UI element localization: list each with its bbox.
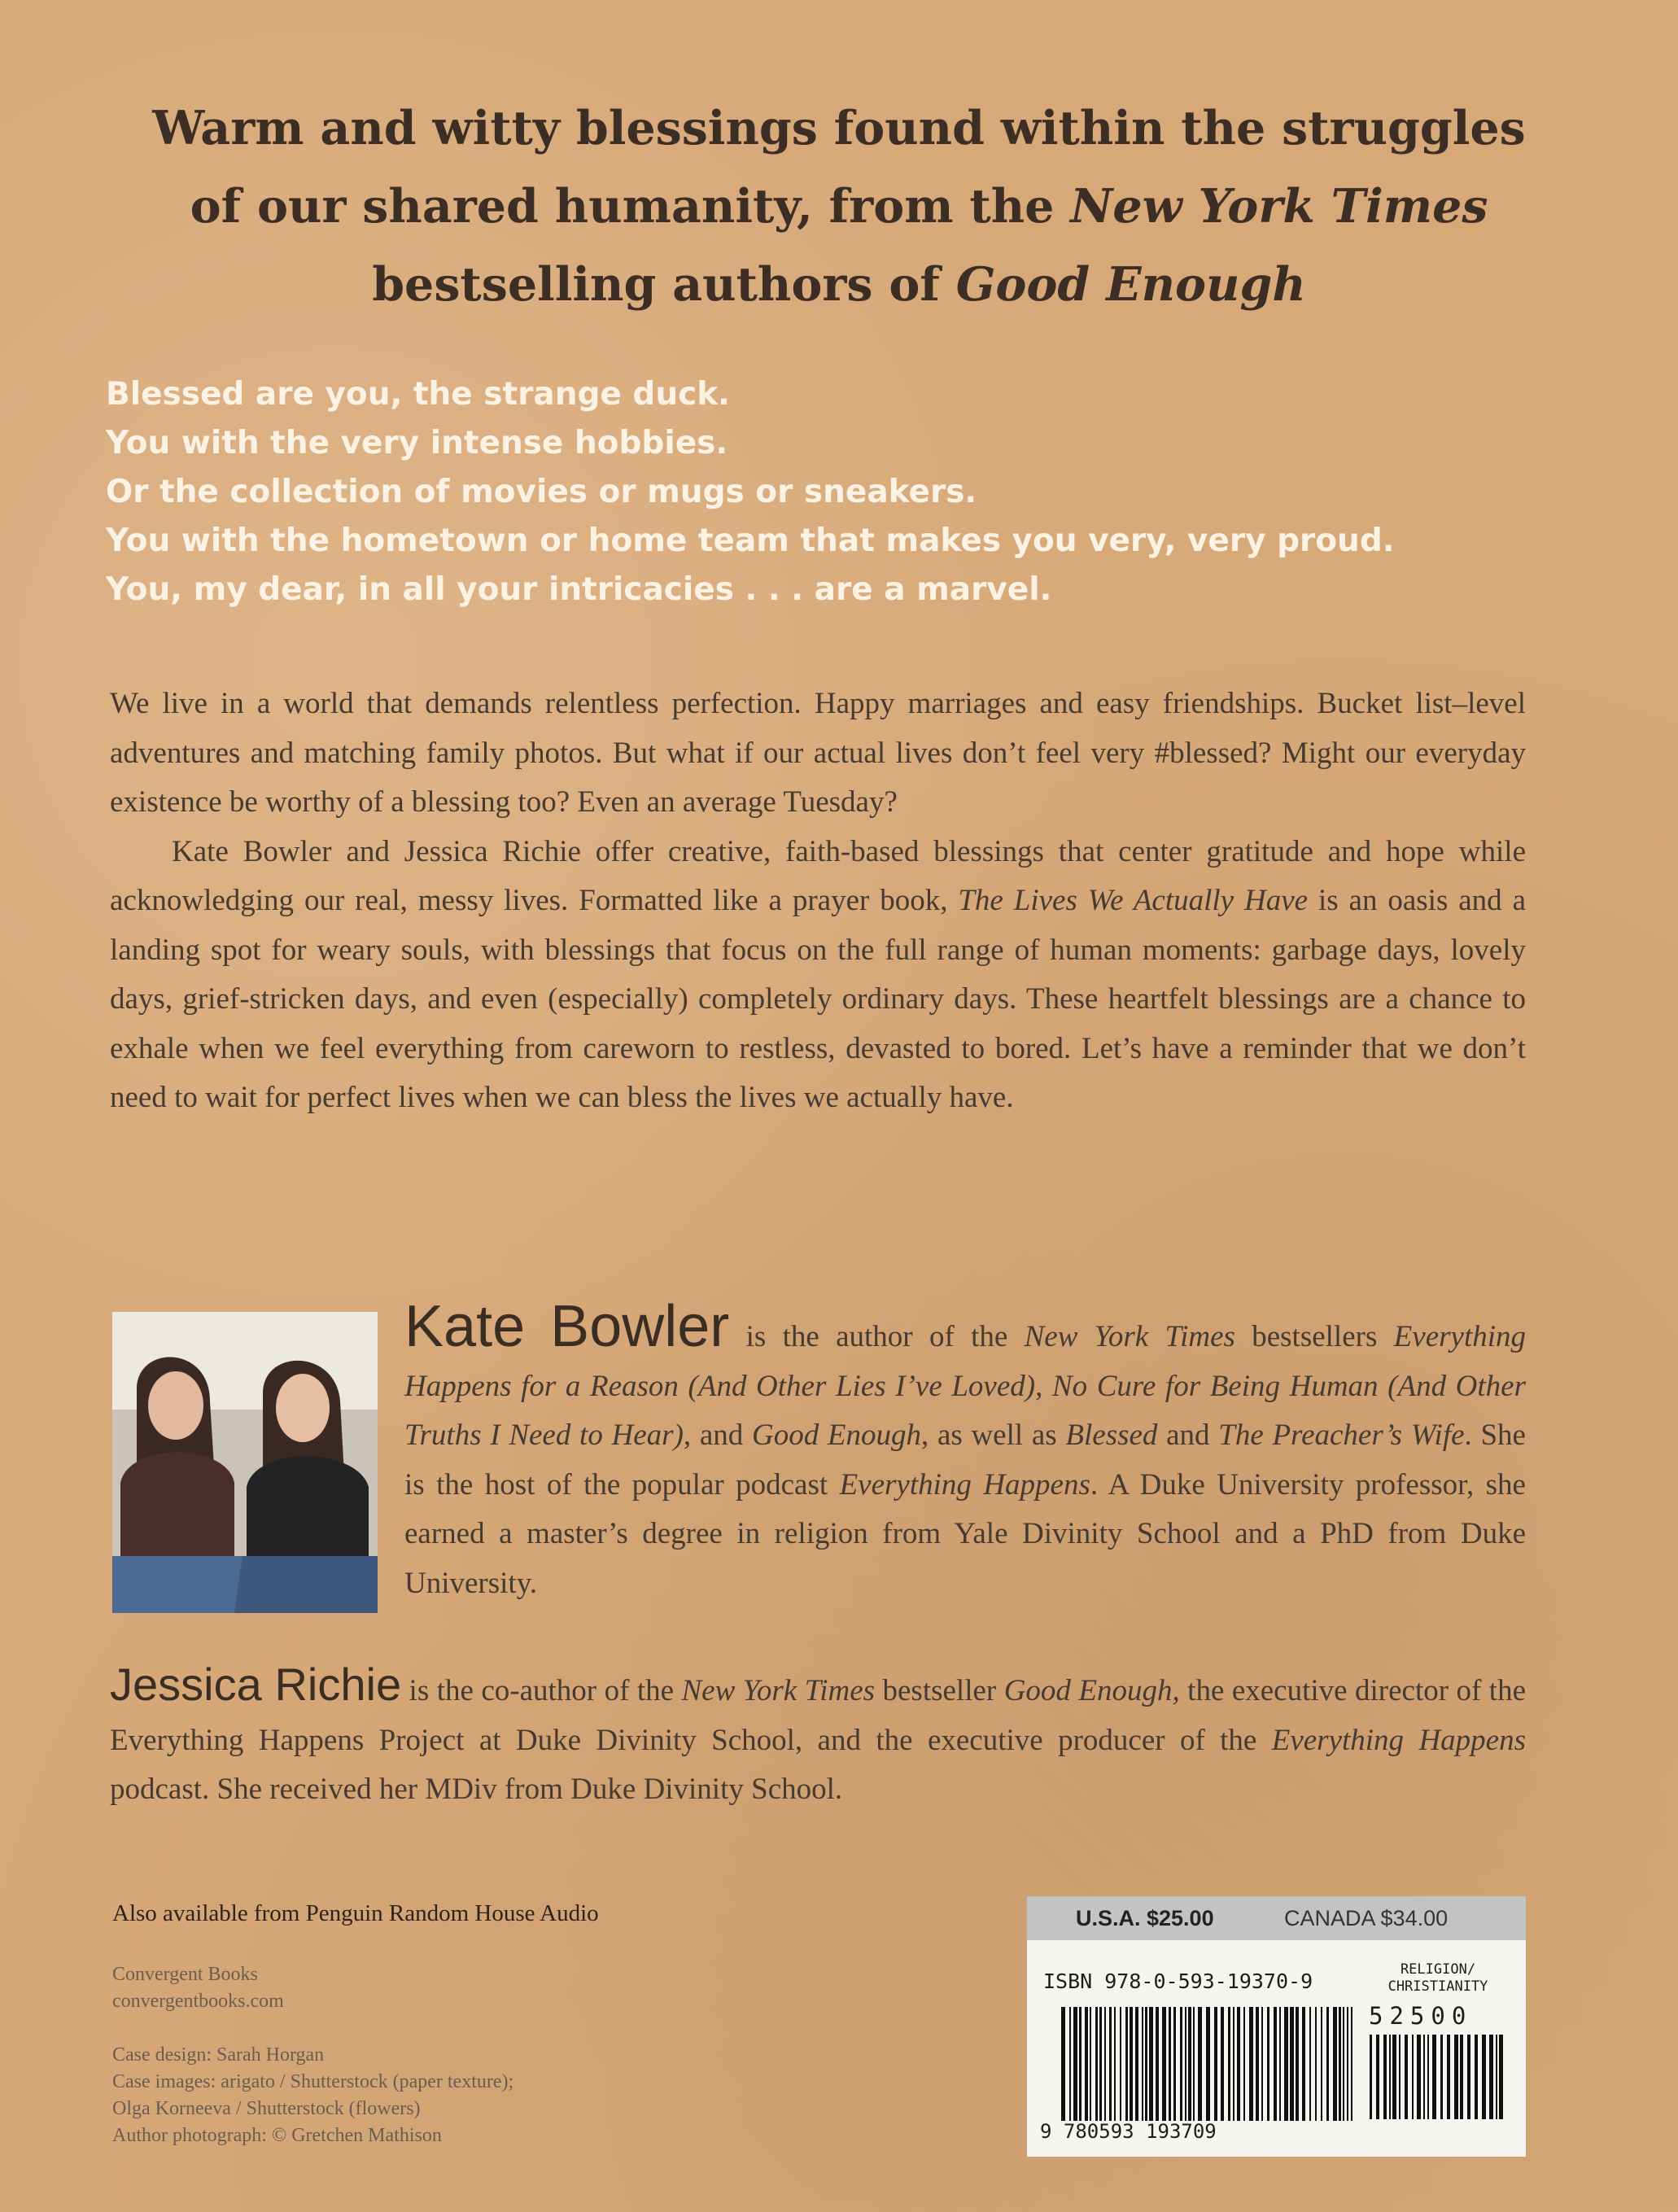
barcode-bar [1333, 2007, 1337, 2121]
barcode-bar [1228, 2007, 1230, 2121]
barcode-bar [1489, 2035, 1493, 2119]
headline-line-2 [190, 179, 1488, 234]
author-photo-credit: Author photograph: © Gretchen Mathison [112, 2125, 442, 2146]
bio-text: bestseller [875, 1674, 1004, 1707]
barcode-bar [1135, 2007, 1138, 2121]
barcode-bar [1149, 2007, 1153, 2121]
price-us: U.S.A. $25.00 [1076, 1906, 1214, 1930]
description-book-title: The Lives We Actually Have [958, 884, 1309, 917]
price-band [1027, 1896, 1526, 1940]
barcode-bar [1095, 2007, 1098, 2121]
publisher-name: Convergent Books [112, 1964, 258, 1985]
bio-italic: Good Enough [751, 1419, 921, 1452]
headline-line-1: Warm and witty blessings found within the struggles [152, 101, 1526, 155]
barcode-bar [1399, 2035, 1401, 2119]
barcode-bar [1169, 2007, 1171, 2121]
barcode-bar [1392, 2035, 1396, 2119]
barcode-bar [1290, 2007, 1294, 2121]
blessing-line: You, my dear, in all your intricacies . . . are a marvel. [106, 571, 1052, 608]
case-images-credit: Olga Korneeva / Shutterstock (flowers) [112, 2098, 421, 2119]
barcode-bar [1243, 2007, 1245, 2121]
price-canada: CANADA $34.00 [1284, 1906, 1449, 1930]
headline [98, 90, 1580, 324]
bio-italic: Everything Happens for a Reason (And Other Lies I’ve Loved), No Cure for Being Human (And Other Truths I Need to Hear) [404, 1320, 1526, 1452]
bio-text: , and [683, 1419, 752, 1452]
barcode-bar [1417, 2035, 1421, 2119]
barcode-bar [1447, 2035, 1450, 2119]
bio-text: is the co-author of the [401, 1674, 682, 1707]
blessing-excerpt [106, 370, 1587, 614]
category-line: CHRISTIANITY [1387, 1978, 1488, 1995]
headline-line-2-text: of our shared humanity, from the [190, 179, 1071, 234]
bio-italic: The Preacher’s Wife [1218, 1419, 1465, 1452]
description-paragraph-2 [110, 828, 1526, 1123]
barcode-bar [1114, 2007, 1116, 2121]
barcode-bar [1460, 2035, 1463, 2119]
barcode-bar [1180, 2007, 1182, 2121]
barcode-bar [1125, 2007, 1128, 2121]
barcode-bar [1326, 2007, 1329, 2121]
barcode-bar [1267, 2007, 1269, 2121]
bio-text: . She is the host of the popular podcast [404, 1419, 1526, 1502]
barcode-bar [1249, 2007, 1253, 2121]
bio-italic: New York Times [681, 1674, 876, 1707]
bio-italic: Everything Happens [839, 1467, 1090, 1502]
barcode-bar [1221, 2007, 1224, 2121]
barcode-bar [1233, 2007, 1234, 2121]
barcode-bar [1256, 2007, 1259, 2121]
bio-kate-bowler [110, 1294, 1526, 1608]
description-paragraph-1: We live in a world that demands relentless perfection. Happy marriages and easy friendships. Bucket list–level adventures and matching family photos. But what if our actual lives don’t feel very #blessed? Might our everyday existence be worthy of a blessing too? Even an average Tuesday? [110, 687, 1526, 819]
barcode-bar [1173, 2007, 1176, 2121]
credits [112, 1961, 513, 2149]
bio-text: . A Duke University professor, she earned a master’s degree in religion from Yale Divinity School and a PhD from Duke University. [404, 1467, 1526, 1600]
barcode-bar [1351, 2007, 1352, 2121]
isbn-barcode [1061, 2007, 1354, 2121]
barcode-bar [1467, 2035, 1470, 2119]
bio-italic: New York Times [1024, 1320, 1235, 1353]
bio-jessica-richie [110, 1660, 1526, 1815]
barcode-bar [1343, 2007, 1344, 2121]
description-text: Kate Bowler and Jessica Richie offer creative, faith-based blessings that center gratitude and hope while acknowledging our real, messy lives. Formatted like a prayer book, [110, 834, 1526, 917]
bio-text: , as well as [921, 1419, 1066, 1452]
barcode-bar [1237, 2007, 1240, 2121]
headline-line-3 [372, 257, 1306, 312]
barcode-bar [1090, 2007, 1091, 2121]
barcode-bar [1370, 2035, 1372, 2119]
barcode-bar [1142, 2007, 1143, 2121]
barcode-bar [1427, 2035, 1429, 2119]
case-design-credit: Case design: Sarah Horgan [112, 2044, 325, 2066]
barcode-bar [1302, 2007, 1305, 2121]
isbn-digits: 9 780593 193709 [1040, 2120, 1217, 2143]
barcode-bar [1284, 2007, 1288, 2121]
barcode-bar [1423, 2035, 1425, 2119]
barcode-bar [1405, 2035, 1408, 2119]
barcode-bar [1321, 2007, 1322, 2121]
barcode-bar [1440, 2035, 1443, 2119]
barcode-bar [1309, 2007, 1311, 2121]
barcode-bar [1214, 2007, 1217, 2121]
barcode-bar [1079, 2007, 1082, 2121]
barcode-bar [1339, 2007, 1341, 2121]
blessing-line: Blessed are you, the strange duck. [106, 376, 730, 413]
bio-text: podcast. She received her MDiv from Duke Divinity School. [110, 1773, 843, 1806]
headline-book-title: Good Enough [955, 257, 1306, 312]
price-code: 52500 [1369, 2002, 1473, 2030]
barcode-bar [1162, 2007, 1166, 2121]
barcode-bar [1193, 2007, 1195, 2121]
barcode-block [1027, 1896, 1526, 2157]
barcode-bar [1279, 2007, 1281, 2121]
barcode-bar [1099, 2007, 1102, 2121]
barcode-bar [1061, 2007, 1065, 2121]
barcode-bar [1376, 2035, 1379, 2119]
publisher-website: convergentbooks.com [112, 1991, 284, 2012]
case-images-credit: Case images: arigato / Shutterstock (paper texture); [112, 2071, 514, 2092]
barcode-bar [1156, 2007, 1159, 2121]
barcode-bar [1073, 2007, 1077, 2121]
barcode-bar [1389, 2035, 1391, 2119]
barcode-bar [1482, 2035, 1486, 2119]
bisac-category [1365, 1961, 1511, 1996]
bio-italic: Blessed [1065, 1419, 1158, 1452]
isbn: ISBN 978-0-593-19370-9 [1043, 1969, 1313, 1993]
bio-text: the executive director of the Everything Happens Project at Duke Divinity School, and the executive producer of the [110, 1674, 1527, 1757]
barcode-bar [1475, 2035, 1478, 2119]
barcode-bar [1315, 2007, 1317, 2121]
description-text: is an oasis and a landing spot for weary souls, with blessings that focus on the full range of human moments: garbage days, lovely days, grief-stricken days, and even (especially) completely ordinary days. These heartfelt blessings are a chance to exhale when we feel everything from careworn to restless, devasted to bored. Let’s have a reminder that we don’t need to wait for perfect lives when we can bless the lives we actually have. [110, 884, 1526, 1114]
description [110, 680, 1526, 1123]
headline-line-3-text: bestselling authors of [372, 257, 956, 312]
bio-text: and [1157, 1419, 1219, 1452]
barcode-bar [1383, 2035, 1387, 2119]
barcode-bar [1206, 2007, 1210, 2121]
category-line: RELIGION/ [1400, 1961, 1476, 1978]
author-name: Jessica Richie [110, 1659, 402, 1710]
barcode-bar [1432, 2035, 1436, 2119]
barcode-bar [1185, 2007, 1186, 2121]
author-name: Kate Bowler [404, 1294, 730, 1359]
barcode-bar [1347, 2007, 1348, 2121]
blessing-line: You with the hometown or home team that makes you very, very proud. [106, 522, 1395, 559]
barcode-bar [1145, 2007, 1147, 2121]
barcode-bar [1109, 2007, 1112, 2121]
barcode-bar [1104, 2007, 1106, 2121]
bio-italic: Good Enough, [1003, 1674, 1180, 1707]
price-barcode [1370, 2035, 1508, 2119]
barcode-bar [1296, 2007, 1299, 2121]
barcode-bar [1085, 2007, 1088, 2121]
barcode-bar [1069, 2007, 1071, 2121]
blessing-line: You with the very intense hobbies. [106, 425, 728, 461]
barcode-bar [1499, 2035, 1503, 2119]
barcode-bar [1454, 2035, 1458, 2119]
barcode-bar [1120, 2007, 1121, 2121]
barcode-bar [1496, 2035, 1497, 2119]
barcode-bar [1412, 2035, 1414, 2119]
barcode-bar [1188, 2007, 1191, 2121]
headline-nyt: New York Times [1070, 179, 1488, 234]
bio-text: bestsellers [1234, 1320, 1394, 1353]
audio-availability-note: Also available from Penguin Random House Audio [112, 1900, 599, 1926]
blessing-line: Or the collection of movies or mugs or sneakers. [106, 474, 977, 510]
bio-italic: Everything Happens [1271, 1723, 1526, 1757]
barcode-bar [1130, 2007, 1133, 2121]
barcode-bar [1261, 2007, 1263, 2121]
barcode-bar [1274, 2007, 1277, 2121]
barcode-bar [1198, 2007, 1202, 2121]
bio-text: is the author of the [729, 1320, 1025, 1353]
